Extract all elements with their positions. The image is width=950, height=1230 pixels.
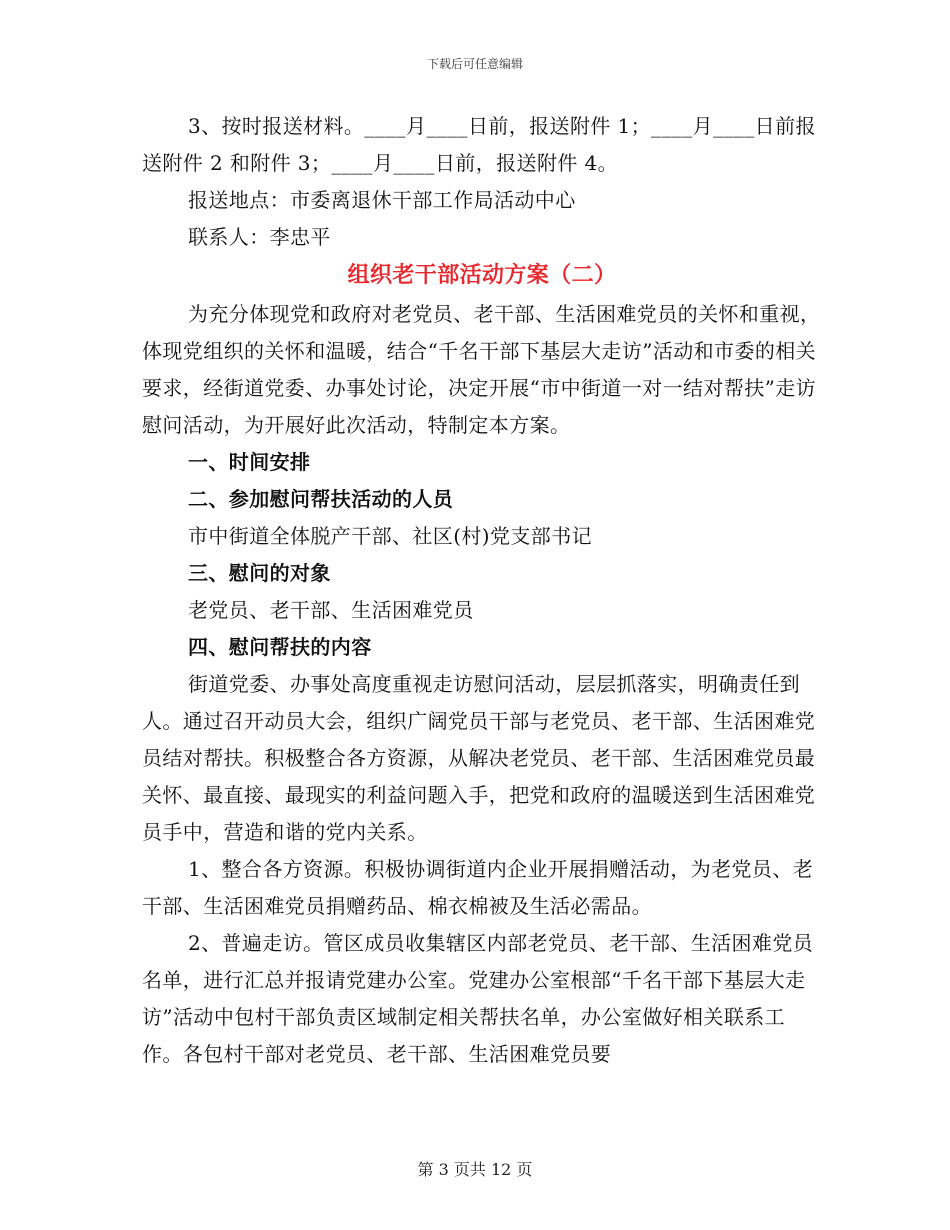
blank-field: ____ bbox=[331, 151, 373, 175]
section-heading-targets: 三、慰问的对象 bbox=[188, 561, 331, 585]
submit-materials-intro: 3、按时报送材料。 bbox=[188, 114, 365, 138]
content-paragraph: 街道党委、办事处高度重视走访慰问活动，层层抓落实，明确责任到人。通过召开动员大会，组织广阔党员干部与老党员、老干部、生活困难党员结对帮扶。积极整合各方资源，从解决老党员、老干部、生活困难党员最关怀、最直接、最现实的利益问题入手，把党和政府的温暖送到生活困难党员手中，营造和谐的党内关系。 bbox=[142, 672, 816, 844]
blank-field: ____ bbox=[713, 114, 755, 138]
section-heading-participants: 二、参加慰问帮扶活动的人员 bbox=[188, 487, 454, 511]
section-heading-schedule: 一、时间安排 bbox=[188, 450, 311, 474]
participants-text: 市中街道全体脱产干部、社区(村)党支部书记 bbox=[188, 524, 593, 548]
blank-field: ____ bbox=[364, 114, 406, 138]
attachments-2-3: 报送附件 2 和附件 3； bbox=[142, 114, 816, 175]
document-title: 组织老干部活动方案（二） bbox=[347, 263, 617, 288]
item-integrate-resources: 1、整合各方资源。积极协调街道内企业开展捐赠活动，为老党员、老干部、生活困难党员捐赠药品、棉衣棉被及生活必需品。 bbox=[142, 857, 814, 918]
item-general-visits: 2、普遍走访。管区成员收集辖区内部老党员、老干部、生活困难党员名单，进行汇总并报请党建办公室。党建办公室根部“千名干部下基层大走访”活动中包村干部负责区域制定相关帮扶名单，办公室做好相关联系工作。各包村干部对老党员、老干部、生活困难党员要 bbox=[142, 931, 814, 1066]
month-label: 月 bbox=[692, 114, 714, 138]
blank-field: ____ bbox=[393, 151, 435, 175]
header-note: 下载后可任意编辑 bbox=[426, 57, 523, 71]
month-label: 月 bbox=[405, 114, 427, 138]
month-label: 月 bbox=[372, 151, 394, 175]
section-heading-content: 四、慰问帮扶的内容 bbox=[188, 635, 372, 659]
targets-text: 老党员、老干部、生活困难党员 bbox=[188, 598, 474, 622]
document-body bbox=[142, 108, 822, 1073]
paragraph-submit-materials bbox=[142, 108, 822, 182]
page-number: 第 3 页共 12 页 bbox=[417, 1160, 533, 1179]
day-before-label: 日前 bbox=[754, 114, 796, 138]
contact-person: 联系人：李忠平 bbox=[188, 225, 331, 249]
submit-location: 报送地点：市委离退休干部工作局活动中心 bbox=[188, 188, 576, 212]
deadline-attachment-1: 日前，报送附件 1； bbox=[467, 114, 652, 138]
intro-paragraph: 为充分体现党和政府对老党员、老干部、生活困难党员的关怀和重视，体现党组织的关怀和温暖，结合“千名干部下基层大走访”活动和市委的相关要求，经街道党委、办事处讨论，决定开展“市中街道一对一结对帮扶”走访慰问活动，为开展好此次活动，特制定本方案。 bbox=[142, 302, 821, 437]
blank-field: ____ bbox=[651, 114, 693, 138]
deadline-attachment-4: 日前，报送附件 4。 bbox=[434, 151, 619, 175]
blank-field: ____ bbox=[426, 114, 468, 138]
